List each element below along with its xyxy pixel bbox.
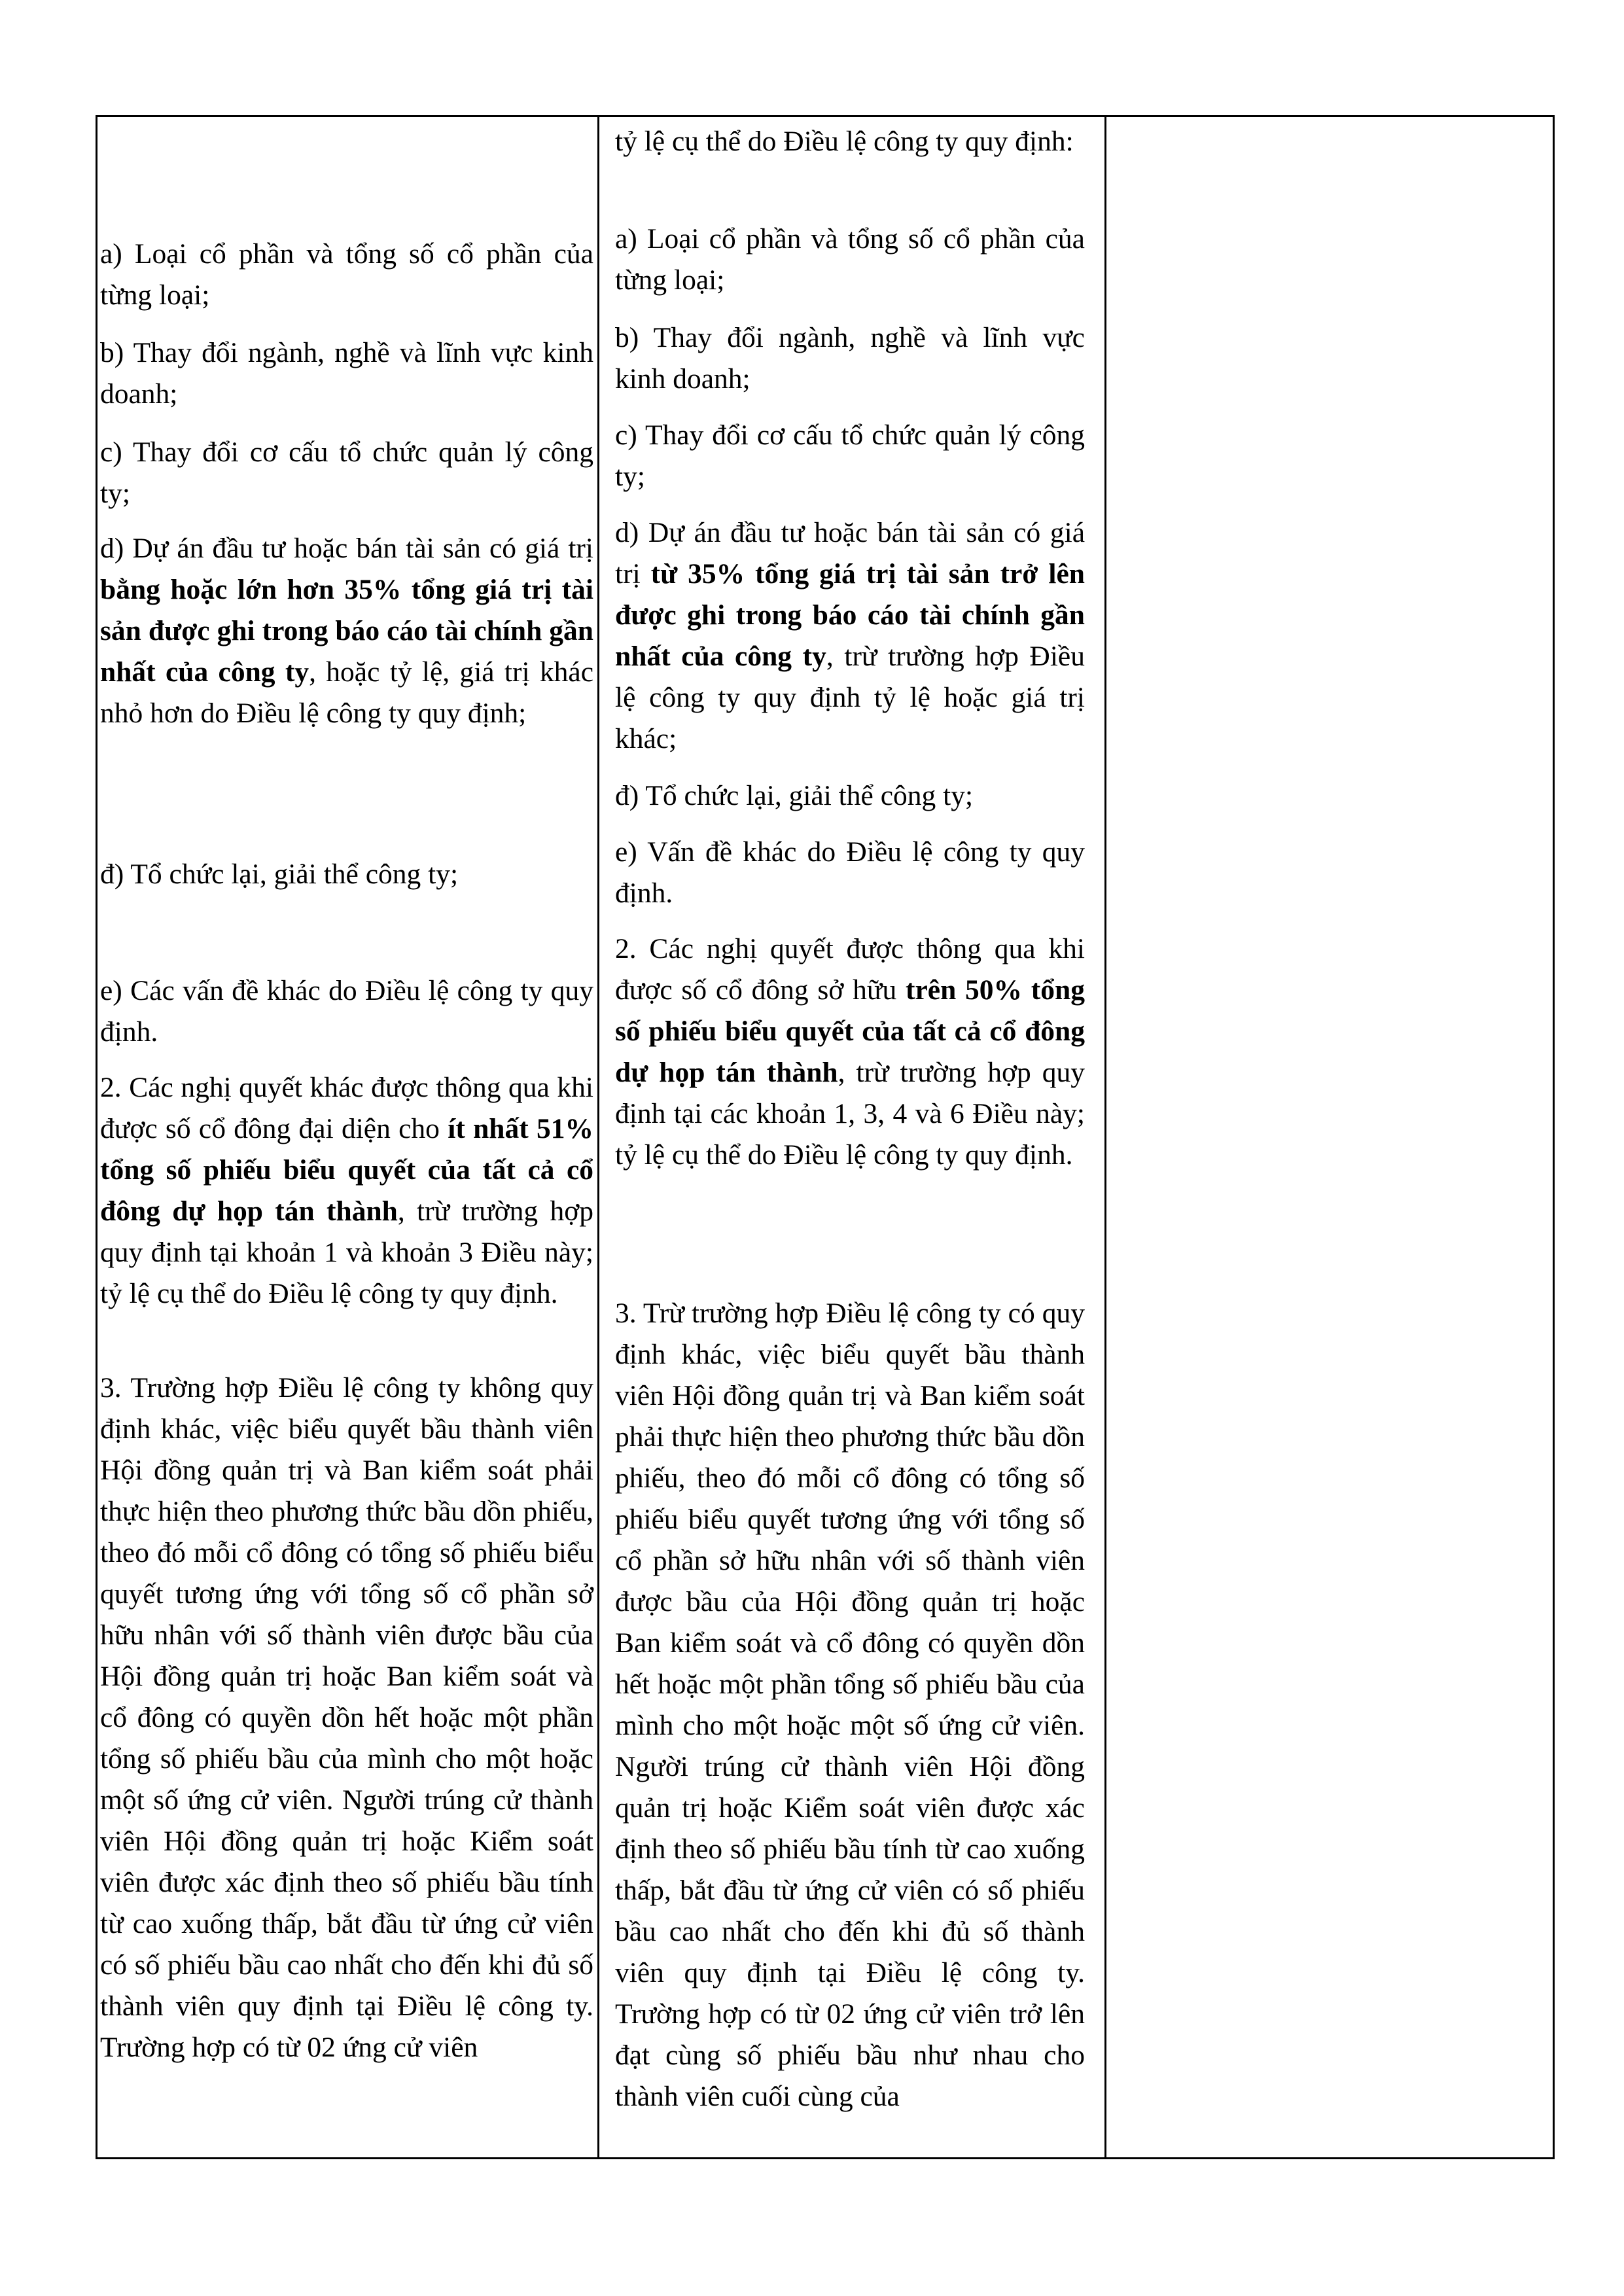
new-item-a: a) Loại cổ phần và tổng số cổ phần của từng loại;: [615, 223, 1085, 296]
old-paragraph-2: [97, 1067, 597, 1315]
old-paragraph-2-text: 2. Các nghị quyết khác được thông qua khi được số cổ đông đại diện cho: [100, 1072, 593, 1144]
new-paragraph-2-text: 2. Các nghị quyết được thông qua khi được số cổ đông sở hữu: [615, 933, 1085, 1006]
new-paragraph-2: [599, 928, 1104, 1176]
new-paragraph-3: 3. Trừ trường hợp Điều lệ công ty có quy định khác, việc biểu quyết bầu thành viên Hội đồng quản trị và Ban kiểm soát phải thực hiện theo phương thức bầu dồn phiếu, theo đó mỗi cổ đông có tổng số phiếu biểu quyết tương ứng với tổng số cổ phần sở hữu nhân với số thành viên được bầu của Hội đồng quản trị hoặc Ban kiểm soát và cổ đông có quyền dồn hết hoặc một phần tổng số phiếu bầu của mình cho một hoặc một số ứng cử viên. Người trúng cử thành viên Hội đồng quản trị hoặc Kiểm soát viên được xác định theo số phiếu bầu tính từ cao xuống thấp, bắt đầu từ ứng cử viên có số phiếu bầu cao nhất cho đến khi đủ số thành viên quy định tại Điều lệ công ty. Trường hợp có từ 02 ứng cử viên trở lên đạt cùng số phiếu bầu như nhau cho thành viên cuối cùng của: [615, 1298, 1085, 2112]
old-item-d-text: d) Dự án đầu tư hoặc bán tài sản có giá trị: [100, 533, 593, 564]
old-paragraph-2-bold: ít nhất 51% tổng số phiếu biểu quyết của tất cả cổ đông dự họp tán thành: [100, 1113, 593, 1227]
new-item-e: e) Vấn đề khác do Điều lệ công ty quy định.: [615, 836, 1085, 909]
column-old-law: [97, 117, 597, 2157]
old-item-a: a) Loại cổ phần và tổng số cổ phần của từng loại;: [100, 238, 593, 311]
old-item-d-bold: bằng hoặc lớn hơn 35% tổng giá trị tài sản được ghi trong báo cáo tài chính gần nhất của công ty: [100, 574, 593, 688]
new-item-b: b) Thay đổi ngành, nghề và lĩnh vực kinh doanh;: [615, 322, 1085, 395]
new-item-d-text-end: , trừ trường hợp Điều lệ công ty quy định tỷ lệ hoặc giá trị khác;: [615, 641, 1085, 754]
new-item-d-text: d) Dự án đầu tư hoặc bán tài sản có giá trị: [615, 517, 1085, 590]
old-item-b: b) Thay đổi ngành, nghề và lĩnh vực kinh doanh;: [100, 337, 593, 410]
old-item-d-text-end: , hoặc tỷ lệ, giá trị khác nhỏ hơn do Điều lệ công ty quy định;: [100, 656, 594, 729]
new-item-dd: đ) Tổ chức lại, giải thể công ty;: [615, 780, 974, 811]
new-paragraph-2-text-end: , trừ trường hợp quy định tại các khoản 1, 3, 4 và 6 Điều này; tỷ lệ cụ thể do Điều lệ công ty quy định.: [615, 1057, 1085, 1171]
old-item-c: c) Thay đổi cơ cấu tổ chức quản lý công ty;: [100, 436, 593, 509]
old-item-e: e) Các vấn đề khác do Điều lệ công ty quy định.: [100, 975, 593, 1048]
column-new-law: [599, 117, 1104, 2157]
new-item-d-bold: từ 35% tổng giá trị tài sản trở lên được ghi trong báo cáo tài chính gần nhất của công ty: [615, 558, 1085, 672]
new-paragraph-2-bold: trên 50% tổng số phiếu biểu quyết của tất cả cổ đông dự họp tán thành: [615, 974, 1085, 1088]
comparison-table: [96, 115, 1555, 2159]
new-item-d: [599, 512, 1104, 760]
old-paragraph-3: 3. Trường hợp Điều lệ công ty không quy định khác, việc biểu quyết bầu thành viên Hội đồng quản trị và Ban kiểm soát phải thực hiện theo phương thức bầu dồn phiếu, theo đó mỗi cổ đông có tổng số phiếu biểu quyết tương ứng với tổng số cổ phần sở hữu nhân với số thành viên được bầu của Hội đồng quản trị hoặc Ban kiểm soát và cổ đông có quyền dồn hết hoặc một phần tổng số phiếu bầu của mình cho một hoặc một số ứng cử viên. Người trúng cử thành viên Hội đồng quản trị hoặc Kiểm soát viên được xác định theo số phiếu bầu tính từ cao xuống thấp, bắt đầu từ ứng cử viên có số phiếu bầu cao nhất cho đến khi đủ số thành viên quy định tại Điều lệ công ty. Trường hợp có từ 02 ứng cử viên: [100, 1372, 593, 2063]
old-item-d: [97, 528, 597, 734]
new-intro: tỷ lệ cụ thể do Điều lệ công ty quy định:: [615, 126, 1074, 157]
column-notes: [1106, 117, 1553, 2157]
new-item-c: c) Thay đổi cơ cấu tổ chức quản lý công ty;: [615, 419, 1085, 492]
old-paragraph-2-text-end: , trừ trường hợp quy định tại khoản 1 và khoản 3 Điều này; tỷ lệ cụ thể do Điều lệ công ty quy định.: [100, 1195, 594, 1309]
old-item-dd: đ) Tổ chức lại, giải thể công ty;: [100, 858, 459, 890]
